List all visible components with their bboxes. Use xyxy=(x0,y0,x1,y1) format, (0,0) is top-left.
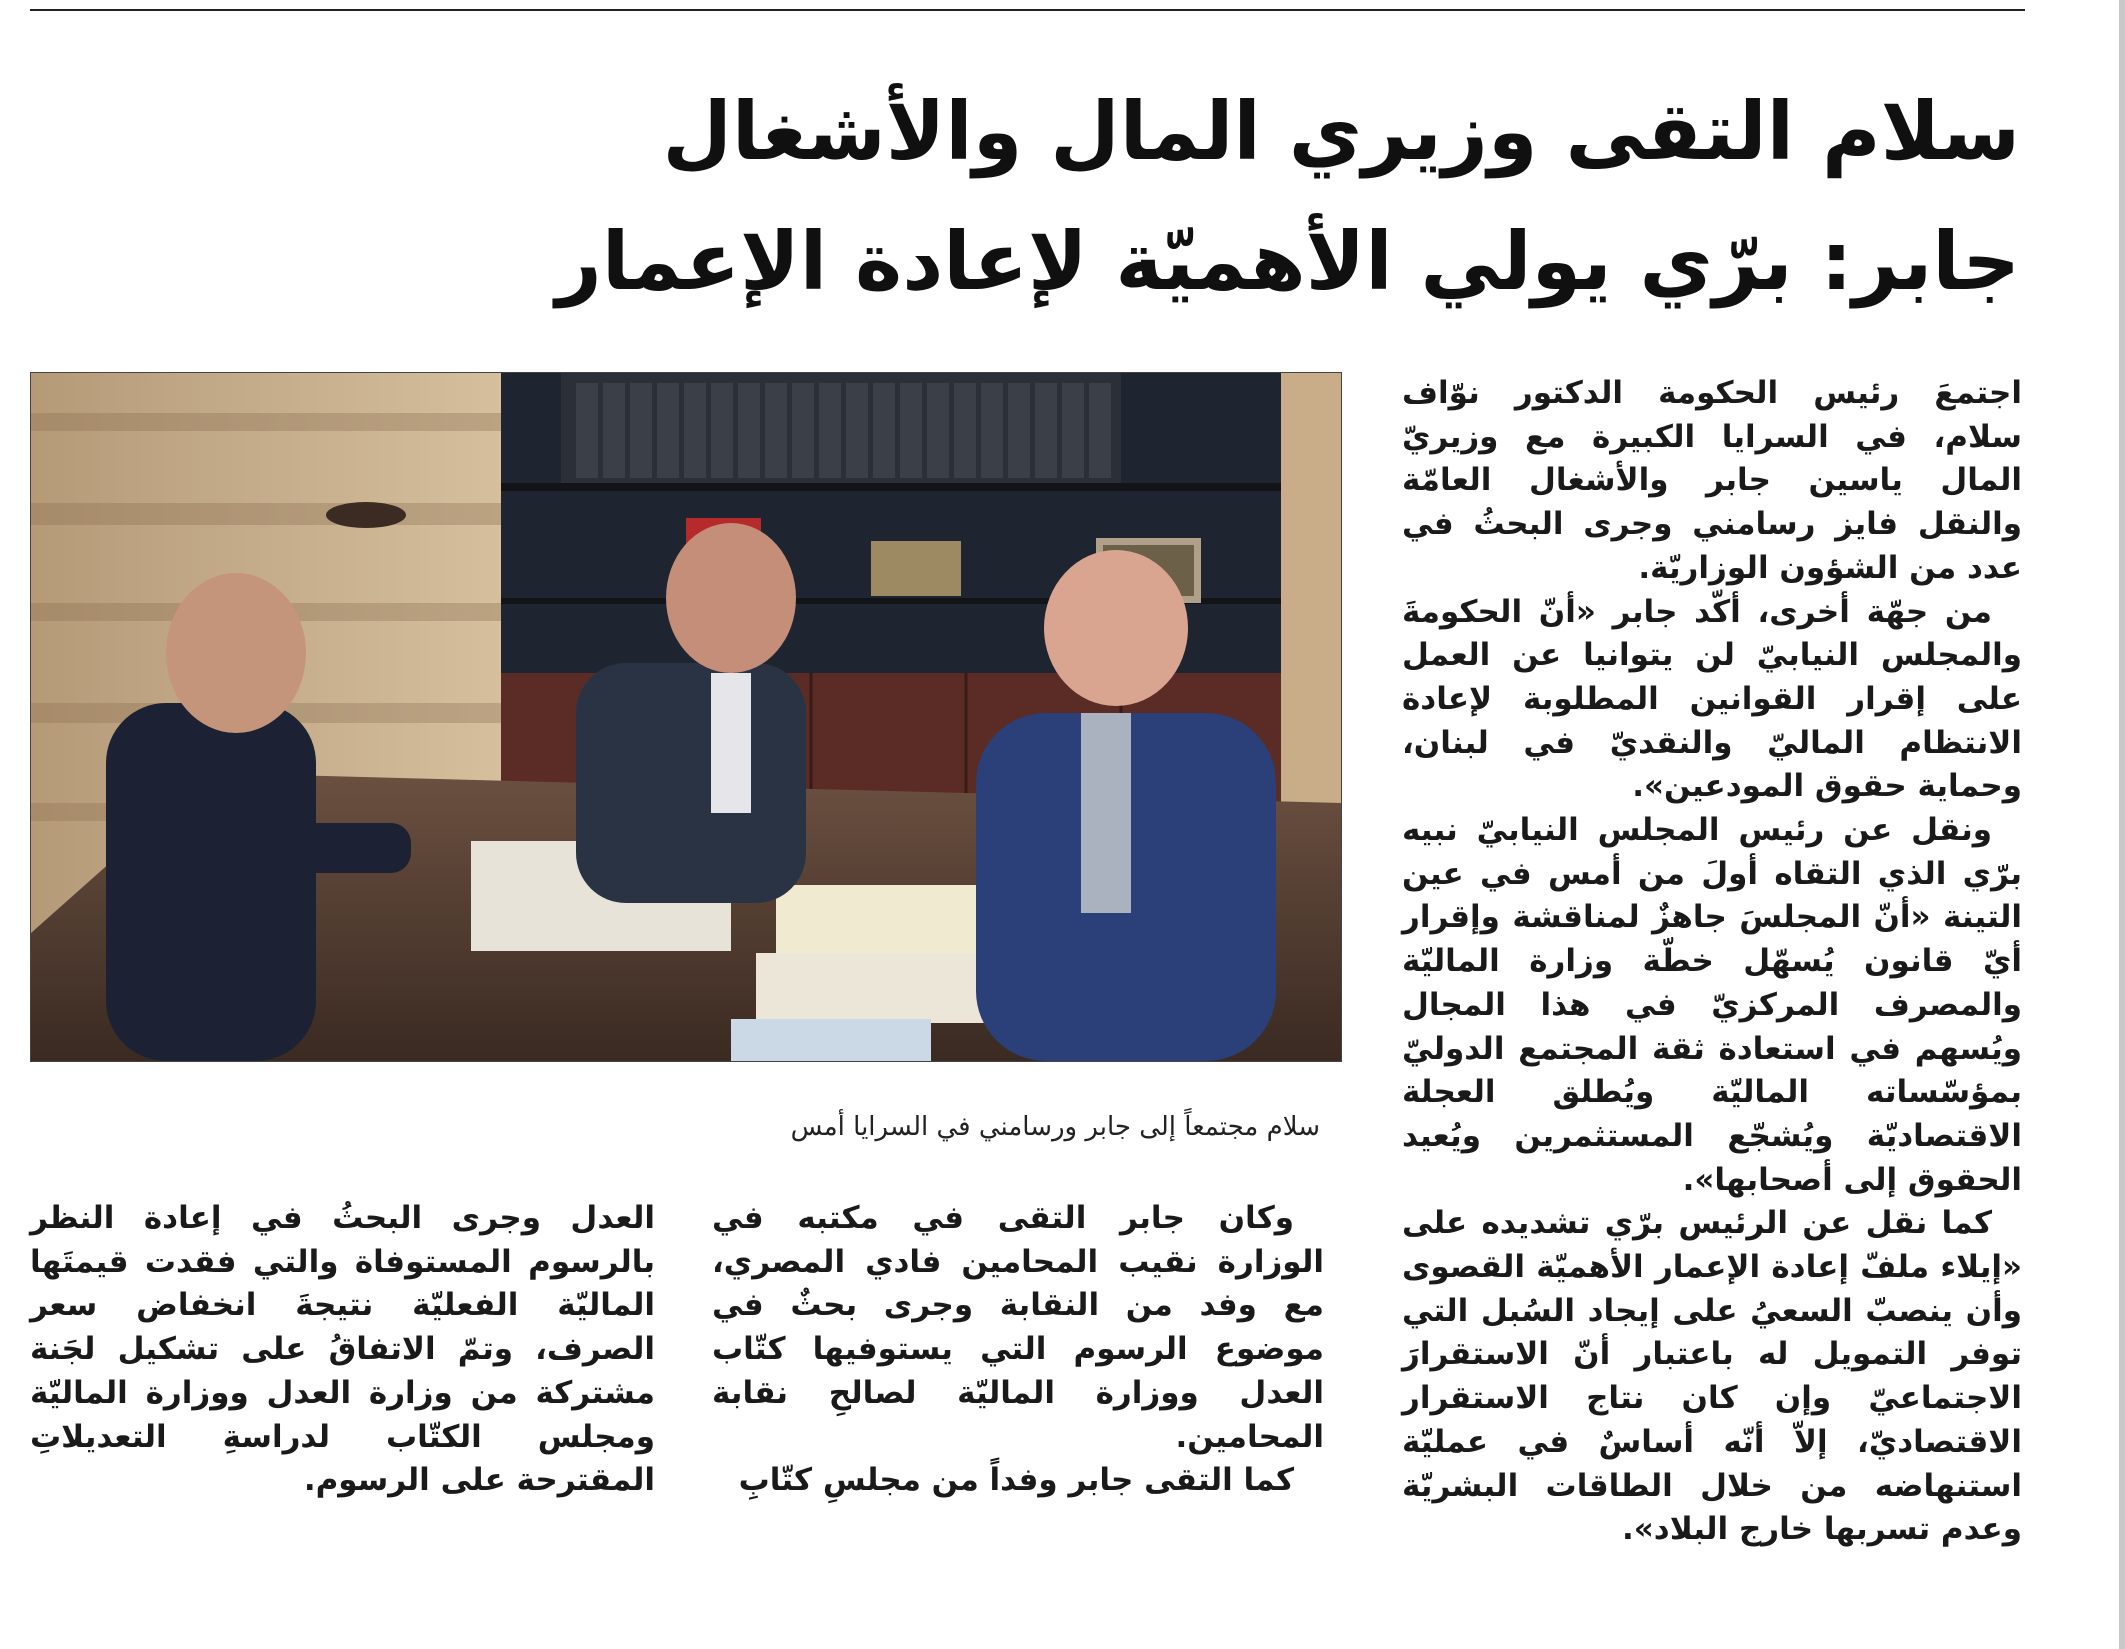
top-rule xyxy=(30,9,2025,11)
article-photo xyxy=(30,372,1342,1062)
paragraph: العدل وجرى البحثُ في إعادة النظر بالرسوم المستوفاة والتي فقدت قيمتَها الماليّة الفعليّة نتيجةَ انخفاض سعر الصرف، وتمّ الاتفاقُ على تشكيل لجَنة مشتركة من وزارة العدل ووزارة الماليّة ومجلس الكتّاب لدراسةِ التعديلاتِ المقترحة على الرسوم. xyxy=(30,1200,655,1499)
paragraph: كما التقى جابر وفداً من مجلسِ كتّابِ xyxy=(738,1462,1294,1499)
paragraph: وكان جابر التقى في مكتبه في الوزارة نقيب المحامين فادي المصري، مع وفد من النقابة وجرى بحثٌ في موضوع الرسوم التي يستوفيها كتّاب العدل ووزارة الماليّة لصالحِ نقابة المحامين. xyxy=(712,1200,1324,1455)
paragraph: ونقل عن رئيس المجلس النيابيّ نبيه برّي الذي التقاه أولَ من أمس في عين التينة «أنّ المجلسَ جاهزٌ لمناقشة وإقرار أيّ قانون يُسهّل خطّة وزارة الماليّة والمصرف المركزيّ في هذا المجال ويُسهم في استعادة ثقة المجتمع الدوليّ بمؤسّساته الماليّة ويُطلق العجلة الاقتصاديّة ويُشجّع المستثمرين ويُعيد الحقوق إلى أصحابها». xyxy=(1402,812,2022,1198)
article-column-left xyxy=(30,1197,655,1503)
page-edge xyxy=(2119,0,2125,1649)
article-column-right xyxy=(1402,372,2022,1552)
article-column-middle xyxy=(712,1197,1324,1503)
meeting-photo-illustration xyxy=(31,373,1341,1061)
paragraph: من جهّة أخرى، أكّد جابر «أنّ الحكومةَ والمجلس النيابيّ لن يتوانيا عن العمل على إقرار القوانين المطلوبة لإعادة الانتظام الماليّ والنقديّ في لبنان، وحماية حقوق المودعين». xyxy=(1402,593,2022,805)
paragraph: اجتمعَ رئيس الحكومة الدكتور نوّاف سلام، في السرايا الكبيرة مع وزيريّ المال ياسين جابر والأشغال العامّة والنقل فايز رسامني وجرى البحثُ في عدد من الشؤون الوزاريّة. xyxy=(1402,375,2022,586)
headline-line-2: جابر: برّي يولي الأهميّة لإعادة الإعمار xyxy=(555,215,2020,308)
paragraph: كما نقل عن الرئيس برّي تشديده على «إيلاء ملفّ إعادة الإعمار الأهميّة القصوى وأن ينصبّ السعيُ على إيجاد السُبل التي توفر التمويل له باعتبار أنّ الاستقرارَ الاجتماعيّ وإن كان نتاج الاستقرار الاقتصاديّ، إلاّ أنّه أساسٌ في عمليّة استنهاضه من خلال الطاقات البشريّة وعدم تسربها خارج البلاد». xyxy=(1402,1205,2022,1548)
photo-caption: سلام مجتمعاً إلى جابر ورسامني في السرايا أمس xyxy=(790,1112,1320,1142)
headline-line-1: سلام التقى وزيري المال والأشغال xyxy=(662,85,2020,178)
